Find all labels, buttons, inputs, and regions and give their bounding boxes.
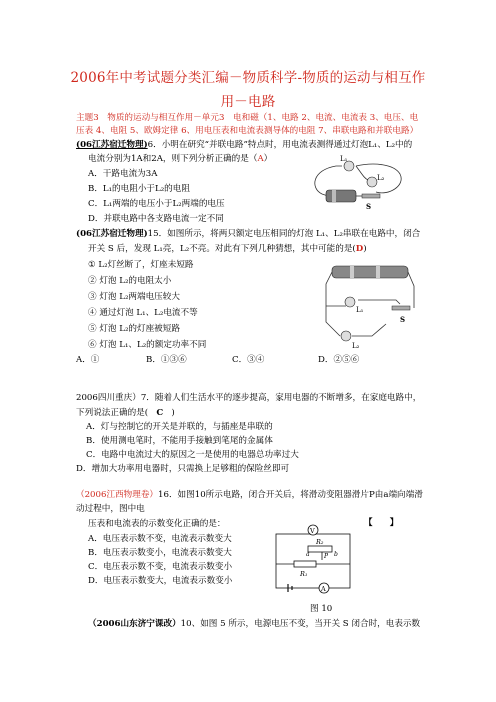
- q15-choice-a: A．①: [76, 355, 100, 365]
- q10-text-1: 10、如图 5 所示，电源电压不变，当开关 S 闭合时，电表示数: [180, 619, 421, 629]
- q10-line-1: [88, 619, 420, 630]
- q6-fig-label-l1: L₁: [340, 155, 348, 163]
- q16-option-d: D．电压表示数变大，电流表示数变小: [88, 576, 233, 586]
- q16-fig-label-r1: R₁: [300, 570, 308, 578]
- q6-line-1: [76, 140, 412, 151]
- topic-line-2: 压表 4、电阻 5、欧姆定律 6、用电压表和电流表测导体的电阻 7、串联电路和并联电路）: [76, 126, 419, 136]
- q15-fig-label-s: S: [400, 315, 406, 324]
- q16-option-a: A．电压表示数不变，电流表示数变大: [88, 534, 232, 544]
- q16-option-c: C．电压表示数不变，电流表示数变小: [88, 562, 233, 572]
- q15-close: ): [363, 244, 367, 254]
- q15-text-1: 15．如图所示，将两只额定电压相同的灯泡 L₁、L₂串联在电路中，闭合: [147, 229, 421, 239]
- q16-line-1: [76, 490, 423, 501]
- q16-fig-label-p: P: [324, 553, 329, 560]
- q16-fig-label-v: V: [310, 527, 315, 535]
- q15-choice-d: D．②⑤⑥: [318, 355, 360, 365]
- q6-fig-label-s: S: [366, 202, 372, 211]
- doc-title-line-1: 2006年中考试题分类汇编－物质科学-物质的运动与相互作: [70, 70, 426, 86]
- q6-line-2: [88, 154, 272, 165]
- q15-choice-c: C．③④: [232, 355, 265, 365]
- q16-text-1: 16．如图10所示电路，闭合开关后，将滑动变阻器滑片P由a端向端滑: [158, 490, 423, 500]
- q16-fig-label-b: b: [334, 551, 338, 558]
- q16-fig-caption: 图 10: [310, 604, 333, 614]
- topic-line-1: 主题3 物质的运动与相互作用－单元3 电和磁（1、电路 2、电流、电流表 3、电压、电: [76, 113, 419, 123]
- q15-answer: D: [355, 244, 364, 254]
- q10-source: （2006山东济宁课改）: [88, 619, 181, 629]
- q6-answer: A: [257, 154, 264, 164]
- q15-source: (06江苏宿迁物理): [76, 229, 148, 239]
- q6-circuit-figure: [302, 152, 410, 212]
- q7-close: ): [171, 408, 175, 418]
- q16-line-3: 压表和电流表的示数变化正确的是：: [88, 519, 226, 529]
- q6-text-2: 电流分别为1A和2A，则下列分析正确的是（: [88, 154, 258, 164]
- q15-guess-5: ⑤ 灯泡 L₂的灯座被短路: [88, 324, 180, 334]
- q16-fig-label-a: a: [306, 551, 310, 558]
- q15-text-2: 开关 S 后，发现 L₁亮，L₂不亮。对此有下列几种猜想，其中可能的是(: [88, 244, 356, 254]
- q7-option-c: C．电路中电流过大的原因之一是使用的电器总功率过大: [86, 450, 299, 460]
- q7-option-d: D．增加大功率用电器时，只需换上足够粗的保险丝即可: [76, 464, 290, 474]
- q7-text-2: 下列说法正确的是(: [76, 408, 149, 418]
- q15-choice-b: B．①③⑥: [146, 355, 187, 365]
- q16-answer-bracket: 【 】: [364, 518, 399, 528]
- q15-guess-3: ③ 灯泡 L₂两端电压较大: [88, 292, 180, 302]
- q6-option-c: C．L₁两端的电压小于L₂两端的电压: [88, 199, 225, 209]
- q16-fig-label-ammeter: A: [321, 585, 326, 593]
- q6-option-d: D．并联电路中各支路电流一定不同: [88, 214, 224, 224]
- q16-fig-label-r2: R₂: [316, 538, 324, 546]
- q15-line-2: [88, 244, 367, 255]
- q7-answer: C: [156, 408, 164, 418]
- q15-guess-1: ① L₂灯丝断了，灯座未短路: [88, 260, 194, 270]
- q15-fig-label-l1: L₁: [356, 306, 364, 314]
- q15-fig-label-l2: L₂: [352, 342, 360, 350]
- q6-source: (06江苏宿迁物理): [76, 140, 148, 150]
- q15-guess-2: ② 灯泡 L₂的电阻太小: [88, 276, 172, 286]
- q6-option-a: A．干路电流为3A: [88, 169, 158, 179]
- q7-option-b: B．使用测电笔时，不能用手接触到笔尾的金属体: [86, 436, 273, 446]
- q16-option-b: B．电压表示数变小，电流表示数变大: [88, 548, 232, 558]
- q7-option-a: A．灯与控制它的开关是并联的，与插座是串联的: [86, 422, 273, 432]
- q6-close: ）: [263, 154, 273, 164]
- q15-circuit-figure: [316, 262, 424, 352]
- q15-guess-4: ④ 通过灯泡 L₁、L₂电流不等: [88, 308, 198, 318]
- q6-text-1: 6．小明在研究“并联电路”特点时，用电流表测得通过灯泡L₁、L₂中的: [147, 140, 413, 150]
- q16-source: （2006江西物理卷）: [76, 490, 159, 500]
- q15-guess-6: ⑥ 灯泡 L₁、L₂的额定功率不同: [88, 340, 207, 350]
- q7-line-2: [76, 408, 175, 419]
- q16-circuit-figure: [270, 524, 360, 600]
- q15-line-1: [76, 229, 420, 240]
- q16-line-2: 动过程中，图中电: [76, 504, 145, 514]
- q6-fig-label-l2: L₂: [377, 174, 385, 182]
- doc-title-line-2: 用－电路: [220, 94, 276, 110]
- q6-option-b: B．L₁的电阻小于L₂的电阻: [88, 184, 190, 194]
- q7-line-1: 2006四川重庆）7．随着人们生活水平的逐步提高，家用电器的不断增多，在家庭电路中，: [76, 393, 422, 403]
